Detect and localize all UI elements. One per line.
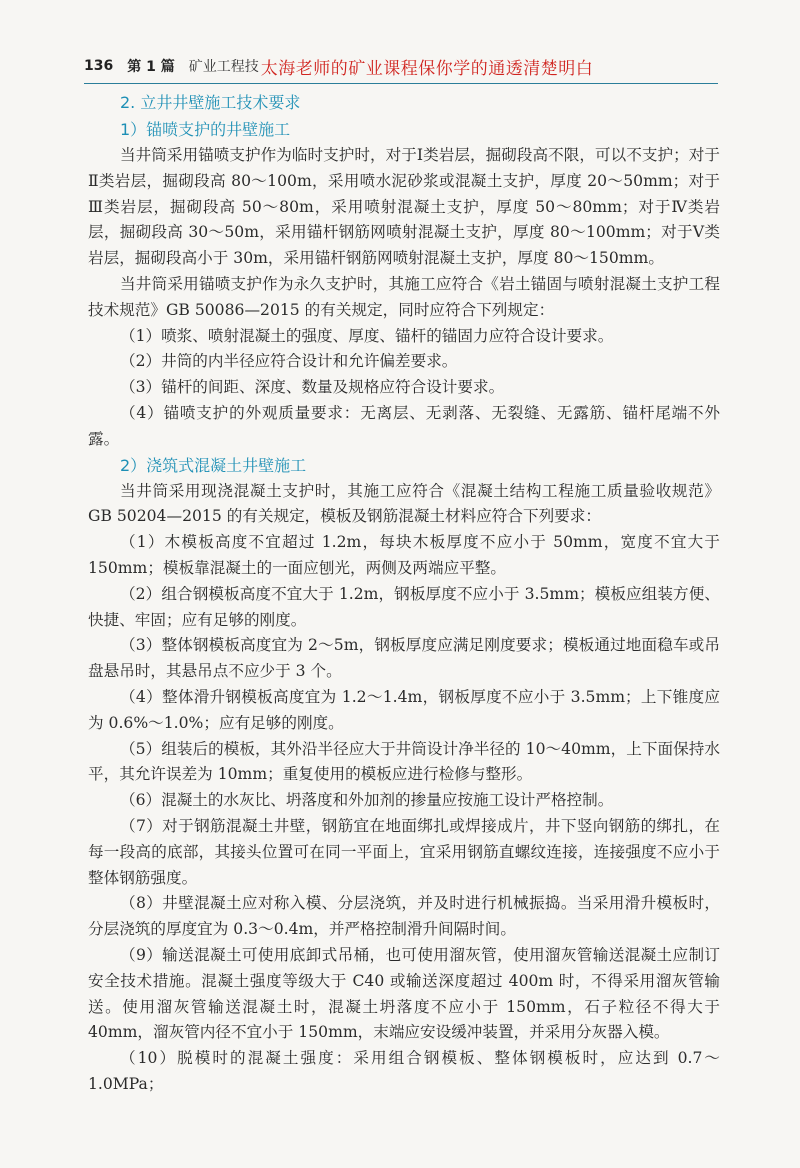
paragraph: 当井筒采用锚喷支护作为临时支护时，对于Ⅰ类岩层，掘砌段高不限，可以不支护；对于Ⅱ类岩层，掘砌段高 80～100m，采用喷水泥砂浆或混凝土支护，厚度 20～50mm；对于Ⅲ类岩层，掘砌段高 50～80m，采用喷射混凝土支护，厚度 50～80mm；对于Ⅳ类岩层，掘砌段高 30～50m，采用锚杆钢筋网喷射混凝土支护，厚度 80～100mm；对于Ⅴ类岩层，掘砌段高小于 30m，采用锚杆钢筋网喷射混凝土支护，厚度 80～150mm。 bbox=[88, 146, 720, 268]
book-title: 矿业工程技 bbox=[188, 59, 259, 75]
list-item: （7）对于钢筋混凝土井壁，钢筋宜在地面绑扎或焊接成片，井下竖向钢筋的绑扎，在每一段高的底部，其接头位置可在同一平面上，宜采用钢筋直螺纹连接，连接强度不应小于整体钢筋强度。 bbox=[88, 816, 720, 887]
paragraph: 当井筒采用锚喷支护作为永久支护时，其施工应符合《岩土锚固与喷射混凝土支护工程技术规范》GB 50086—2015 的有关规定，同时应符合下列规定： bbox=[88, 274, 720, 319]
list-item: （10）脱模时的混凝土强度：采用组合钢模板、整体钢模板时，应达到 0.7～1.0MPa； bbox=[88, 1049, 720, 1093]
list-item: （6）混凝土的水灰比、坍落度和外加剂的掺量应按施工设计严格控制。 bbox=[120, 791, 614, 810]
section-heading: 2. 立井井壁施工技术要求 bbox=[120, 93, 301, 112]
list-item: （1）木模板高度不宜超过 1.2m，每块木板厚度不应小于 50mm，宽度不宜大于 150mm；模板靠混凝土的一面应刨光，两侧及两端应平整。 bbox=[88, 533, 720, 577]
list-item: （1）喷浆、喷射混凝土的强度、厚度、锚杆的锚固力应符合设计要求。 bbox=[120, 326, 614, 345]
list-item: （8）井壁混凝土应对称入模、分层浇筑，并及时进行机械振捣。当采用滑升模板时，分层浇筑的厚度宜为 0.3～0.4m，并严格控制滑升间隔时间。 bbox=[88, 894, 720, 939]
list-item: （2）组合钢模板高度不宜大于 1.2m，钢板厚度不应小于 3.5mm；模板应组装方便、快捷、牢固；应有足够的刚度。 bbox=[88, 584, 720, 629]
list-item: （4）整体滑升钢模板高度宜为 1.2～1.4m，钢板厚度不应小于 3.5mm；上下锥度应为 0.6%～1.0%；应有足够的刚度。 bbox=[88, 687, 720, 732]
running-header bbox=[84, 50, 714, 82]
subsection-heading-2: 2）浇筑式混凝土井壁施工 bbox=[120, 455, 307, 475]
page-number: 136 bbox=[84, 58, 114, 74]
header-divider bbox=[84, 83, 718, 84]
list-item: （3）锚杆的间距、深度、数量及规格应符合设计要求。 bbox=[120, 378, 505, 397]
list-item: （4）锚喷支护的外观质量要求：无离层、无剥落、无裂缝、无露筋、锚杆尾端不外露。 bbox=[88, 403, 720, 448]
list-item: （2）井筒的内半径应符合设计和允许偏差要求。 bbox=[120, 352, 458, 371]
list-item: （3）整体钢模板高度宜为 2～5m，钢板厚度应满足刚度要求；模板通过地面稳车或吊盘悬吊时，其悬吊点不应少于 3 个。 bbox=[88, 636, 720, 681]
page-body bbox=[88, 88, 720, 1098]
subsection-heading-1: 1）锚喷支护的井壁施工 bbox=[120, 120, 291, 139]
list-item: （9）输送混凝土可使用底卸式吊桶，也可使用溜灰管，使用溜灰管输送混凝土应制订安全技术措施。混凝土强度等级大于 C40 或输送深度超过 400m 时，不得采用溜灰管输送。使用溜灰管输送混凝土时，混凝土坍落度不应小于 150mm，石子粒径不得大于 40mm，溜灰管内径不宜小于 150mm，末端应安设缓冲装置，并采用分灰器入模。 bbox=[88, 945, 720, 1042]
paragraph: 当井筒采用现浇混凝土支护时，其施工应符合《混凝土结构工程施工质量验收规范》GB 50204—2015 的有关规定，模板及钢筋混凝土材料应符合下列要求： bbox=[88, 481, 720, 526]
watermark-text: 太海老师的矿业课程保你学的通透清楚明白 bbox=[260, 58, 594, 79]
part-label: 第 1 篇 bbox=[127, 59, 175, 75]
list-item: （5）组装后的模板，其外沿半径应大于井筒设计净半径的 10～40mm，上下面保持水平，其允许误差为 10mm；重复使用的模板应进行检修与整形。 bbox=[88, 739, 720, 784]
